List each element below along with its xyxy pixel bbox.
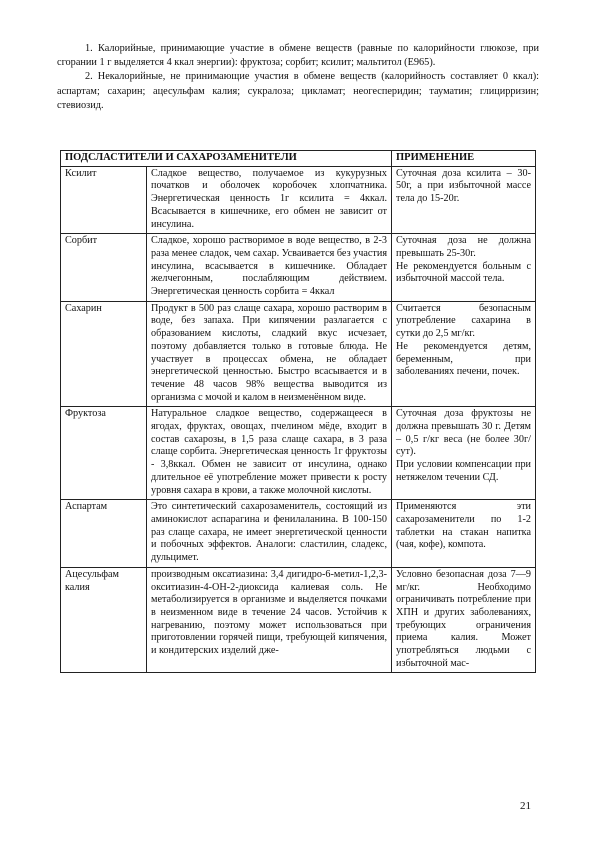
intro-paragraph-noncaloric: 2. Некалорийные, не принимающие участия в обмене веществ (калорийность составляет 0 ккал): аспартам; сахарин; ацесульфам калия; сукралоза; цикламат; неогесперидин; тауматин; глицирризин; стевиозид. bbox=[57, 71, 539, 111]
sweetener-description: производным оксатиазина: 3,4 дигидро-6-метил-1,2,3-окситиазин-4-ОН-2-диоксида калиевая соль. Не метаболизируется в организме и выделяется почками в неизменном виде в течение 24 часов. Устойчив к нагреванию, поэтому может использоваться при приготовлении горячей пищи, требующей кипячения, и кондитерских изделий дже- bbox=[147, 567, 392, 673]
application-paragraph: Суточная доза не должна превышать 25-30г. bbox=[396, 235, 531, 259]
page-number: 21 bbox=[520, 800, 531, 812]
table-row bbox=[61, 407, 536, 500]
table-row bbox=[61, 166, 536, 234]
sweetener-application bbox=[392, 166, 536, 234]
application-paragraph: При условии компенсации при нетяжелом течении СД. bbox=[396, 459, 531, 483]
sweetener-description: Натуральное сладкое вещество, содержащееся в ягодах, фруктах, овощах, пчелином мёде, входит в состав сахарозы, в 1,5 раза слаще сахара, в 3 раза слаще сорбита. Энергетическая ценность 1г фруктозы - 3,8ккал. Обмен не зависит от инсулина, однако длительное её употребление может привести к росту уровня сахара в крови, а также молочной кислоты. bbox=[147, 407, 392, 500]
application-paragraph: Считается безопасным употребление сахарина в сутки до 2,5 мг/кг. bbox=[396, 302, 531, 340]
sweeteners-table bbox=[60, 150, 536, 673]
sweetener-description: Сладкое вещество, получаемое из кукурузных початков и оболочек коробочек хлопчатника. Энергетическая ценность 1г ксилита = 4ккал. Всасывается в кишечнике, его обмен не зависит от инсулина. bbox=[147, 166, 392, 234]
sweetener-application bbox=[392, 500, 536, 568]
table-row bbox=[61, 500, 536, 568]
intro-paragraph-caloric: 1. Калорийные, принимающие участие в обмене веществ (равные по калорийности глюкозе, при сгорании 1 г выделяется 4 ккал энергии): фруктоза; сорбит; ксилит; мальтитол (Е965). bbox=[57, 43, 539, 69]
table-body bbox=[61, 166, 536, 673]
application-paragraph: Суточная доза ксилита – 30-50г, а при избыточной массе тела до 15-20г. bbox=[396, 167, 531, 205]
application-paragraph: Условно безопасная доза 7—9 мг/кг. Необходимо ограничивать потребление при ХПН и других заболеваниях, требующих ограничения приема калия. Может употребляться людьми с избыточной мас- bbox=[396, 568, 531, 669]
application-paragraph: Применяются эти сахарозаменители по 1-2 таблетки на стакан напитка (чая, кофе), компота. bbox=[396, 501, 531, 551]
sweetener-description: Сладкое, хорошо растворимое в воде вещество, в 2-3 раза менее сладок, чем сахар. Усваивается без участия инсулина, всасывается в кишечнике. Обладает желчегонным, послабляющим действием. Энергетическая ценность сорбита = 4ккал bbox=[147, 234, 392, 302]
intro-text bbox=[57, 42, 539, 113]
table-row bbox=[61, 301, 536, 407]
table-header-row bbox=[61, 151, 536, 167]
sweetener-name: Аспартам bbox=[61, 500, 147, 568]
sweetener-application bbox=[392, 567, 536, 673]
sweetener-application bbox=[392, 301, 536, 407]
sweetener-name: Сахарин bbox=[61, 301, 147, 407]
sweetener-description: Это синтетический сахарозаменитель, состоящий из аминокислот аспарагина и фенилаланина. В 100-150 раз слаще сахара, не имеет энергетической ценности и побочных эффектов. Аналоги: сластилин, сладекс, дульцимет. bbox=[147, 500, 392, 568]
sweetener-application bbox=[392, 234, 536, 302]
sweetener-name: Фруктоза bbox=[61, 407, 147, 500]
sweetener-name: Ксилит bbox=[61, 166, 147, 234]
sweetener-name: Сорбит bbox=[61, 234, 147, 302]
sweetener-description: Продукт в 500 раз слаще сахара, хорошо растворим в воде, без запаха. При кипячении разлагается с образованием кислоты, сладкий вкус исчезает, поэтому добавляется только в готовые блюда. Не участвует в процессах обмена, не обладает энергетической ценностью. Быстро всасывается и в течение 48 часов 98% вещества выводится из организма с мочой и калом в неизменённом виде. bbox=[147, 301, 392, 407]
application-paragraph: Суточная доза фруктозы не должна превышать 30 г. Детям – 0,5 г/кг веса (не более 30г/сут). bbox=[396, 408, 531, 458]
application-paragraph: Не рекомендуется детям, беременным, при заболеваниях печени, почек. bbox=[396, 340, 531, 378]
table-row bbox=[61, 567, 536, 673]
header-sweeteners: ПОДСЛАСТИТЕЛИ И САХАРОЗАМЕНИТЕЛИ bbox=[61, 151, 392, 167]
header-application: ПРИМЕНЕНИЕ bbox=[392, 151, 536, 167]
sweetener-name: Ацесульфам калия bbox=[61, 567, 147, 673]
sweetener-application bbox=[392, 407, 536, 500]
application-paragraph: Не рекомендуется больным с избыточной массой тела. bbox=[396, 260, 531, 285]
table-row bbox=[61, 234, 536, 302]
